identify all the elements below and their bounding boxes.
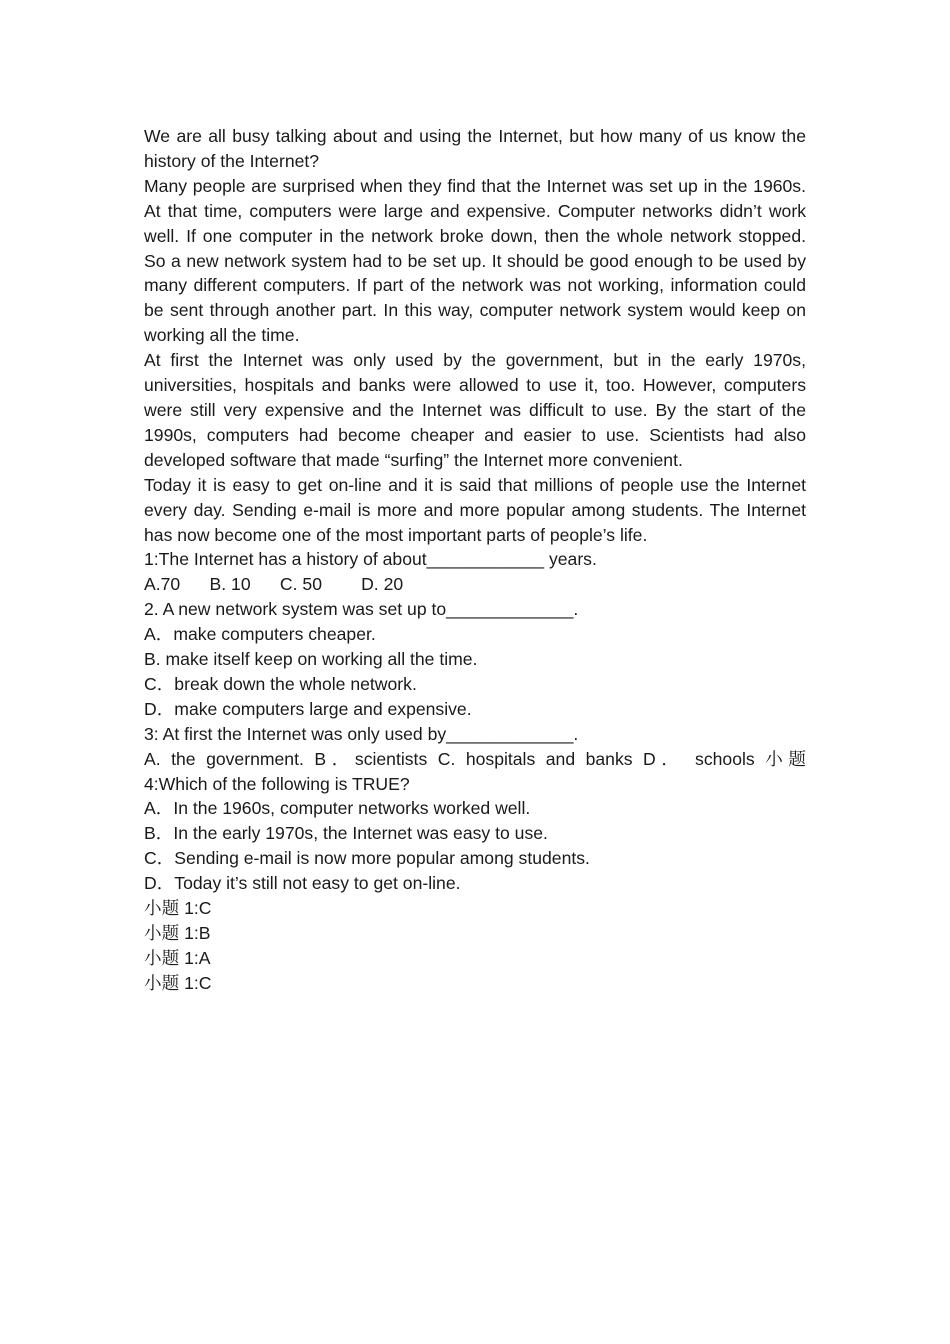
passage-paragraph-2: Many people are surprised when they find that the Internet was set up in the 1960s. At that time, computers were large and expensive. Computer networks didn’t work well. If one computer in the network broke down, then the whole network stopped. So a new network system had to be set up. It should be good enough to be used by many different computers. If part of the network was not working, information could be sent through another part. In this way, computer network system would keep on working all the time.	[144, 175, 806, 346]
question-4-option-b: B．In the early 1970s, the Internet was easy to use.	[144, 823, 548, 844]
question-4-stem: 4:Which of the following is TRUE?	[144, 773, 410, 794]
question-2-stem: 2. A new network system was set up to_____________.	[144, 599, 579, 620]
question-2-option-a: A．make computers cheaper.	[144, 624, 376, 645]
document-page	[144, 124, 806, 996]
question-3-stem: 3: At first the Internet was only used by_____________.	[144, 723, 579, 744]
passage-paragraph-1: We are all busy talking about and using the Internet, but how many of us know the history of the Internet?	[144, 126, 806, 171]
answer-2: 小题 1:B	[144, 923, 211, 943]
question-4-option-a: A．In the 1960s, computer networks worked well.	[144, 798, 531, 819]
passage-paragraph-4: Today it is easy to get on-line and it is said that millions of people use the Internet every day. Sending e-mail is more and more popular among students. The Internet has now become one of the most important parts of people’s life.	[144, 474, 806, 545]
question-1-options: A.70 B. 10 C. 50 D. 20	[144, 574, 404, 595]
answer-4: 小题 1:C	[144, 972, 212, 993]
question-2-option-b: B. make itself keep on working all the time.	[144, 649, 478, 670]
question-1-stem: 1:The Internet has a history of about____________ years.	[144, 549, 597, 570]
question-3-options: A. the government. B．scientists C. hospitals and banks D． schools 小题	[144, 748, 806, 769]
question-2-option-c: C．break down the whole network.	[144, 673, 417, 694]
question-4-option-c: C．Sending e-mail is now more popular among students.	[144, 848, 590, 869]
question-2-option-d: D．make computers large and expensive.	[144, 698, 472, 719]
passage-paragraph-3: At first the Internet was only used by the government, but in the early 1970s, universities, hospitals and banks were allowed to use it, too. However, computers were still very expensive and the Internet was difficult to use. By the start of the 1990s, computers had become cheaper and easier to use. Scientists had also developed software that made “surfing” the Internet more convenient.	[144, 350, 806, 470]
answer-1: 小题 1:C	[144, 898, 212, 919]
question-4-option-d: D．Today it’s still not easy to get on-line.	[144, 873, 461, 894]
answer-3: 小题 1:A	[144, 947, 211, 968]
